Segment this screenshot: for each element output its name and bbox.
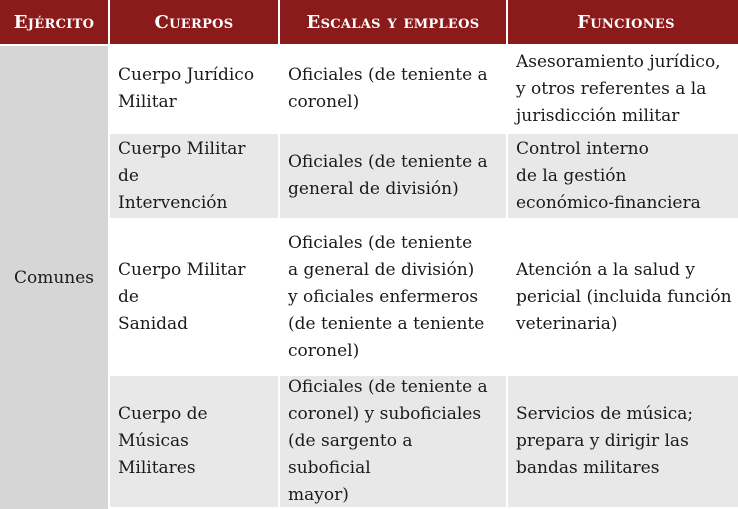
header-funciones: Funciones xyxy=(508,0,738,46)
table-row-4-funciones xyxy=(508,376,738,509)
table-row-3-escalas xyxy=(280,220,506,376)
header-ejercito: Ejército xyxy=(0,0,108,46)
cuerpo-label: Cuerpo Militar de Sanidad xyxy=(118,259,246,334)
escalas-label: Oficiales (de teniente a general de división) xyxy=(288,152,488,199)
table-row-1-escalas xyxy=(280,46,506,134)
table-row-4-escalas xyxy=(280,376,506,509)
army-cell: Comunes xyxy=(0,46,108,509)
header-escalas: Escalas y empleos xyxy=(280,0,506,46)
table-row-3-funciones xyxy=(508,220,738,376)
funciones-label: Servicios de música; prepara y dirigir las bandas militares xyxy=(516,404,694,478)
table-row-4-cuerpo xyxy=(110,376,278,509)
table-row-3-cuerpo xyxy=(110,220,278,376)
escalas-label: Oficiales (de teniente a coronel) xyxy=(288,65,488,112)
table-row-2-escalas xyxy=(280,134,506,220)
cuerpo-label: Cuerpo Militar de Intervención xyxy=(118,138,246,213)
cuerpo-label: Cuerpo de Músicas Militares xyxy=(118,404,208,478)
table-row-1-funciones xyxy=(508,46,738,134)
cuerpo-label: Cuerpo Jurídico Militar xyxy=(118,65,255,112)
header-cuerpos: Cuerpos xyxy=(110,0,278,46)
funciones-label: Control interno de la gestión económico-financiera xyxy=(516,138,701,213)
escalas-label: Oficiales (de teniente a general de división) y oficiales enfermeros (de teniente a teniente coronel) xyxy=(288,232,485,361)
funciones-label: Atención a la salud y pericial (incluida función veterinaria) xyxy=(516,259,732,334)
table-row-1-cuerpo xyxy=(110,46,278,134)
escalas-label: Oficiales (de teniente a coronel) y suboficiales (de sargento a suboficial mayor) xyxy=(288,377,488,505)
funciones-label: Asesoramiento jurídico, y otros referentes a la jurisdicción militar xyxy=(516,51,721,126)
table-row-2-cuerpo xyxy=(110,134,278,220)
table-row-2-funciones xyxy=(508,134,738,220)
